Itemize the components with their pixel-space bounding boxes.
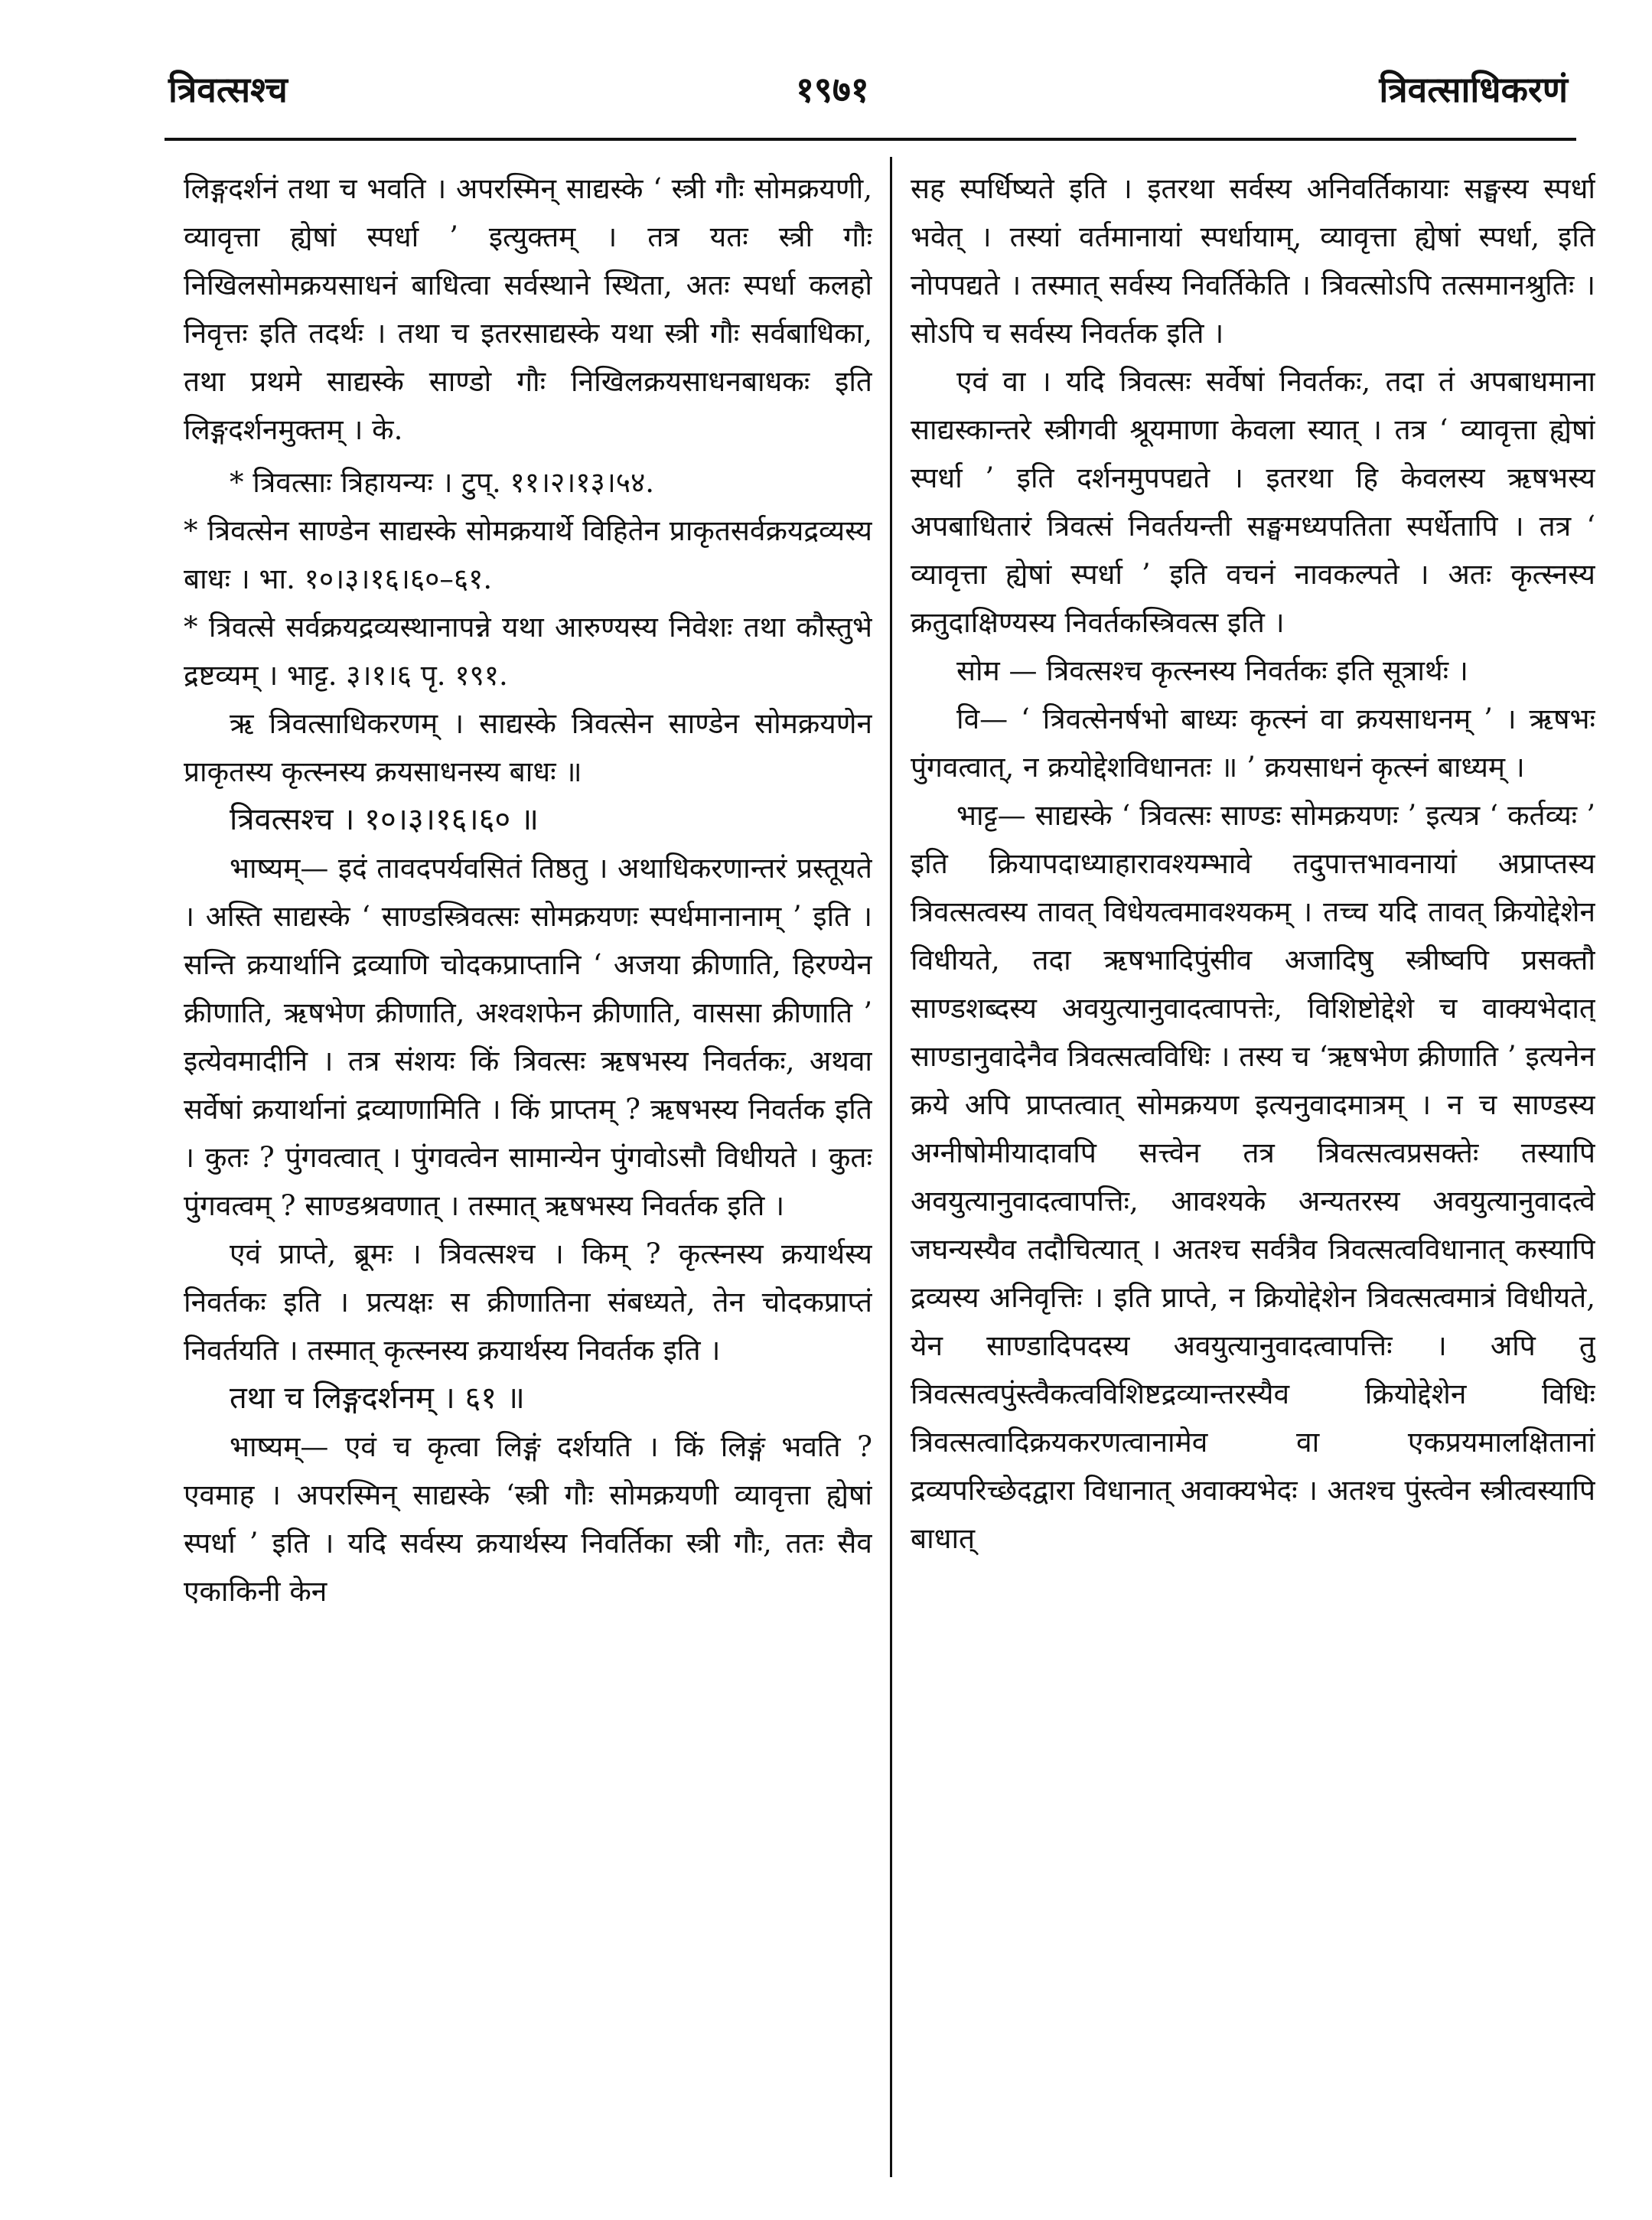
dictionary-entry: * त्रिवत्साः त्रिहायन्यः । टुप्. ११।२।१३।५४. (230, 466, 655, 499)
running-head-right: त्रिवत्साधिकरणं (1379, 69, 1568, 110)
page-header (0, 65, 1652, 134)
soma-commentary: सोम — त्रिवत्सश्च कृत्स्नस्य निवर्तकः इति सूत्रार्थः । (956, 654, 1468, 687)
bhashya-paragraph: भाष्यम्— इदं तावदपर्यवसितं तिष्ठतु । अथाधिकरणान्तरं प्रस्तूयते । अस्ति साद्यस्के ‘ साण्डस्त्रिवत्सः सोमक्रयणः स्पर्धमानानाम् ’ इति । सन्ति क्रयार्थानि द्रव्याणि चोदकप्राप्तानि ‘ अजया क्रीणाति, हिरण्येन क्रीणाति, ऋषभेण क्रीणाति, अश्वशफेन क्रीणाति, वाससा क्रीणाति ’ इत्येवमादीनि । तत्र संशयः किं त्रिवत्सः ऋषभस्य निवर्तकः, अथवा सर्वेषां क्रयार्थानां द्रव्याणामिति । किं प्राप्तम् ? ऋषभस्य निवर्तक इति । कुतः ? पुंगवत्वात् । पुंगवत्वेन सामान्येन पुंगवोऽसौ विधीयते । कुतः पुंगवत्वम् ? साण्डश्रवणात् । तस्मात् ऋषभस्य निवर्तक इति । (184, 852, 872, 1222)
sutra-heading: त्रिवत्सश्च । १०।३।१६।६० ॥ (230, 802, 539, 837)
bhatta-commentary: भाट्ट— साद्यस्के ‘ त्रिवत्सः साण्डः सोमक्रयणः ’ इत्यत्र ‘ कर्तव्यः ’ इति क्रियापदाध्याहारावश्यम्भावे तदुपात्तभावनायां अप्राप्तस्य त्रिवत्सत्वस्य तावत् विधेयत्वमावश्यकम् । तच्च यदि तावत् क्रियोद्देशेन विधीयते, तदा ऋषभादिपुंसीव अजादिषु स्त्रीष्वपि प्रसक्तौ साण्डशब्दस्य अवयुत्यानुवादत्वापत्तेः, विशिष्टोद्देशे च वाक्यभेदात् साण्डानुवादेनैव त्रिवत्सत्वविधिः । तस्य च ‘ऋषभेण क्रीणाति ’ इत्यनेन क्रये अपि प्राप्तत्वात् सोमक्रयण इत्यनुवादमात्रम् । न च साण्डस्य अग्नीषोमीयादावपि सत्त्वेन तत्र त्रिवत्सत्वप्रसक्तेः तस्यापि अवयुत्यानुवादत्वापत्तिः, आवश्यके अन्यतरस्य अवयुत्यानुवादत्वे जघन्यस्यैव तदौचित्यात् । अतश्च सर्वत्रैव त्रिवत्सत्वविधानात् कस्यापि द्रव्यस्य अनिवृत्तिः । इति प्राप्ते, न क्रियोद्देशेन त्रिवत्सत्वमात्रं विधीयते, येन साण्डादिपदस्य अवयुत्यानुवादत्वापत्तिः । अपि तु त्रिवत्सत्वपुंस्त्वैकत्वविशिष्टद्रव्यान्तरस्यैव क्रियोद्देशेन विधिः त्रिवत्सत्वादिक्रयकरणत्वानामेव वा एकप्रयमालक्षितानां द्रव्यपरिच्छेदद्वारा विधानात् अवाक्यभेदः । अतश्च पुंस्त्वेन स्त्रीत्वस्यापि बाधात् (911, 799, 1595, 1555)
dictionary-entry: * त्रिवत्से सर्वक्रयद्रव्यस्थानापन्ने यथा आरुण्यस्य निवेशः तथा कौस्तुभे द्रष्टव्यम् । भाट्ट. ३।१।६ पृ. १९१. (184, 611, 872, 692)
paragraph: एवं प्राप्ते, ब्रूमः । त्रिवत्सश्च । किम् ? कृत्स्नस्य क्रयार्थस्य निवर्तकः इति । प्रत्यक्षः स क्रीणातिना संबध्यते, तेन चोदकप्राप्तं निवर्तयति । तस्मात् कृत्स्नस्य क्रयार्थस्य निवर्तक इति । (184, 1237, 872, 1367)
running-head-left: त्रिवत्सश्च (168, 69, 288, 110)
adhikarana-heading: ऋ त्रिवत्साधिकरणम् । साद्यस्के त्रिवत्सेन साण्डेन सोमक्रयणेन प्राकृतस्य कृत्स्नस्य क्रयसाधनस्य बाधः ॥ (184, 707, 872, 788)
paragraph: एवं वा । यदि त्रिवत्सः सर्वेषां निवर्तकः, तदा तं अपबाधमाना साद्यस्कान्तरे स्त्रीगवी श्रूयमाणा केवला स्यात् । तत्र ‘ व्यावृत्ता ह्येषां स्पर्धा ’ इति दर्शनमुपपद्यते । इतरथा हि केवलस्य ऋषभस्य अपबाधितारं त्रिवत्सं निवर्तयन्ती सङ्घमध्यपतिता स्पर्धेतापि । तत्र ‘ व्यावृत्ता ह्येषां स्पर्धा ’ इति वचनं नावकल्पते । अतः कृत्स्नस्य क्रतुदाक्षिण्यस्य निवर्तकस्त्रिवत्स इति । (911, 365, 1595, 639)
bhashya-paragraph: भाष्यम्— एवं च कृत्वा लिङ्गं दर्शयति । किं लिङ्गं भवति ? एवमाह । अपरस्मिन् साद्यस्के ‘स्त्री गौः सोमक्रयणी व्यावृत्ता ह्येषां स्पर्धा ’ इति । यदि सर्वस्य क्रयार्थस्य निवर्तिका स्त्री गौः, ततः सैव एकाकिनी केन (184, 1430, 872, 1608)
dictionary-entry: * त्रिवत्सेन साण्डेन साद्यस्के सोमक्रयार्थे विहितेन प्राकृतसर्वक्रयद्रव्यस्य बाधः । भा. १०।३।१६।६०–६१. (184, 514, 872, 595)
right-column (911, 165, 1595, 2200)
header-rule (165, 138, 1576, 141)
column-divider (890, 157, 892, 2177)
page-number: १९७१ (796, 69, 869, 110)
vi-commentary: वि— ‘ त्रिवत्सेनर्षभो बाध्यः कृत्स्नं वा क्रयसाधनम् ’ । ऋषभः पुंगवत्वात्, न क्रयोद्देशविधानतः ॥ ’ क्रयसाधनं कृत्स्नं बाध्यम् । (911, 703, 1595, 784)
left-column (184, 165, 872, 2200)
sutra-heading: तथा च लिङ्गदर्शनम् । ६१ ॥ (230, 1381, 525, 1416)
paragraph: सह स्पर्धिष्यते इति । इतरथा सर्वस्य अनिवर्तिकायाः सङ्घस्य स्पर्धा भवेत् । तस्यां वर्तमानायां स्पर्धायाम्, व्यावृत्ता ह्येषां स्पर्धा, इति नोपपद्यते । तस्मात् सर्वस्य निवर्तिकेति । त्रिवत्सोऽपि तत्समानश्रुतिः । सोऽपि च सर्वस्य निवर्तक इति । (911, 172, 1595, 350)
paragraph: लिङ्गदर्शनं तथा च भवति । अपरस्मिन् साद्यस्के ‘ स्त्री गौः सोमक्रयणी, व्यावृत्ता ह्येषां स्पर्धा ’ इत्युक्तम् । तत्र यतः स्त्री गौः निखिलसोमक्रयसाधनं बाधित्वा सर्वस्थाने स्थिता, अतः स्पर्धा कलहो निवृत्तः इति तदर्थः । तथा च इतरसाद्यस्के यथा स्त्री गौः सर्वबाधिका, तथा प्रथमे साद्यस्के साण्डो गौः निखिलक्रयसाधनबाधकः इति लिङ्गदर्शनमुक्तम् । के. (184, 172, 872, 446)
